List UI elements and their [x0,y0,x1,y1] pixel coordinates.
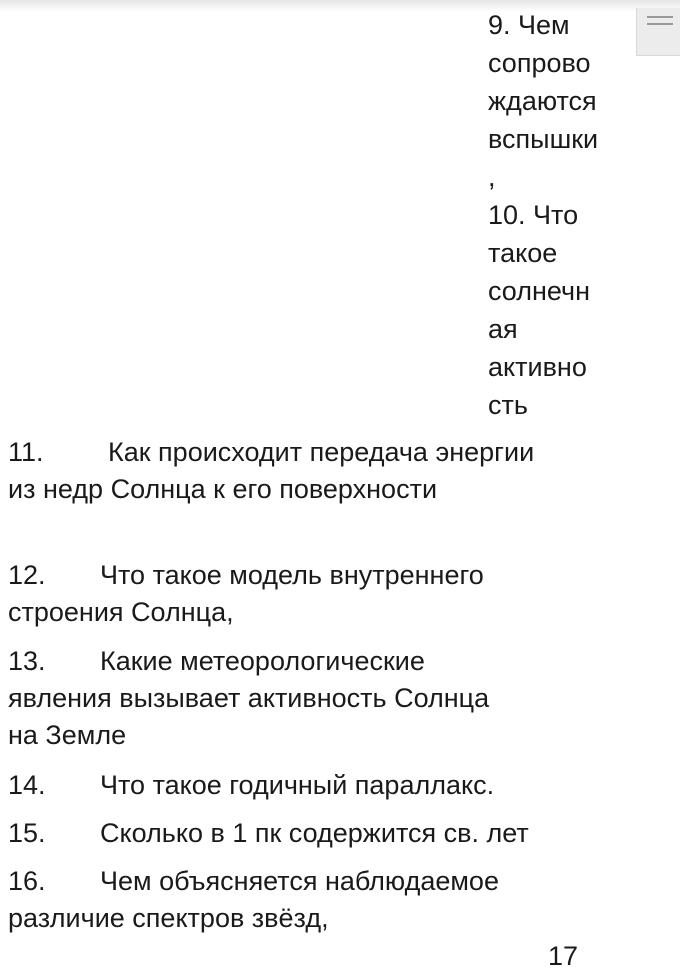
fragment-line: вспышки [488,124,599,154]
question-number: 14. [8,770,46,800]
question-text: Как происходит передача энергии [108,437,535,467]
question-text: различие спектров звёзд, [8,903,329,933]
fragment-line: ая [488,314,518,344]
question-text: Сколько в 1 пк содержится св. лет [100,818,529,848]
menu-button[interactable] [636,8,680,56]
fragment-line: , [488,162,496,192]
question-text: Чем объясняется наблюдаемое [100,866,499,896]
question-text: строения Солнца, [8,597,234,627]
fragment-line: солнечн [488,276,590,306]
fragment-line: такое [488,238,558,268]
fragment-line: активно [488,352,587,382]
question-number: 12. [8,560,46,590]
question-text: из недр Солнца к его поверхности [8,474,438,504]
question-text: Какие метеорологические [100,646,425,676]
question-text: на Земле [8,720,127,750]
question-number: 13. [8,646,46,676]
fragment-line: 10. Что [488,200,579,230]
question-number: 16. [8,866,46,896]
hamburger-menu-icon [647,16,673,28]
question-11 [8,434,668,508]
question-12 [8,557,668,631]
questions-9-10-fragment [488,6,636,424]
question-17-number-cut: 17 [548,941,579,971]
fragment-line: сть [488,390,528,420]
question-number: 11. [8,437,44,467]
fragment-line: сопрово [488,48,591,78]
question-text: Что такое годичный параллакс. [100,770,495,800]
fragment-line: 9. Чем [488,10,570,40]
question-15 [8,815,668,852]
question-text: явления вызывает активность Солнца [8,683,490,713]
question-13 [8,643,668,754]
question-number: 15. [8,818,46,848]
question-16 [8,863,668,937]
fragment-line: ждаются [488,86,597,116]
question-text: Что такое модель внутреннего [100,560,484,590]
question-14 [8,767,668,804]
